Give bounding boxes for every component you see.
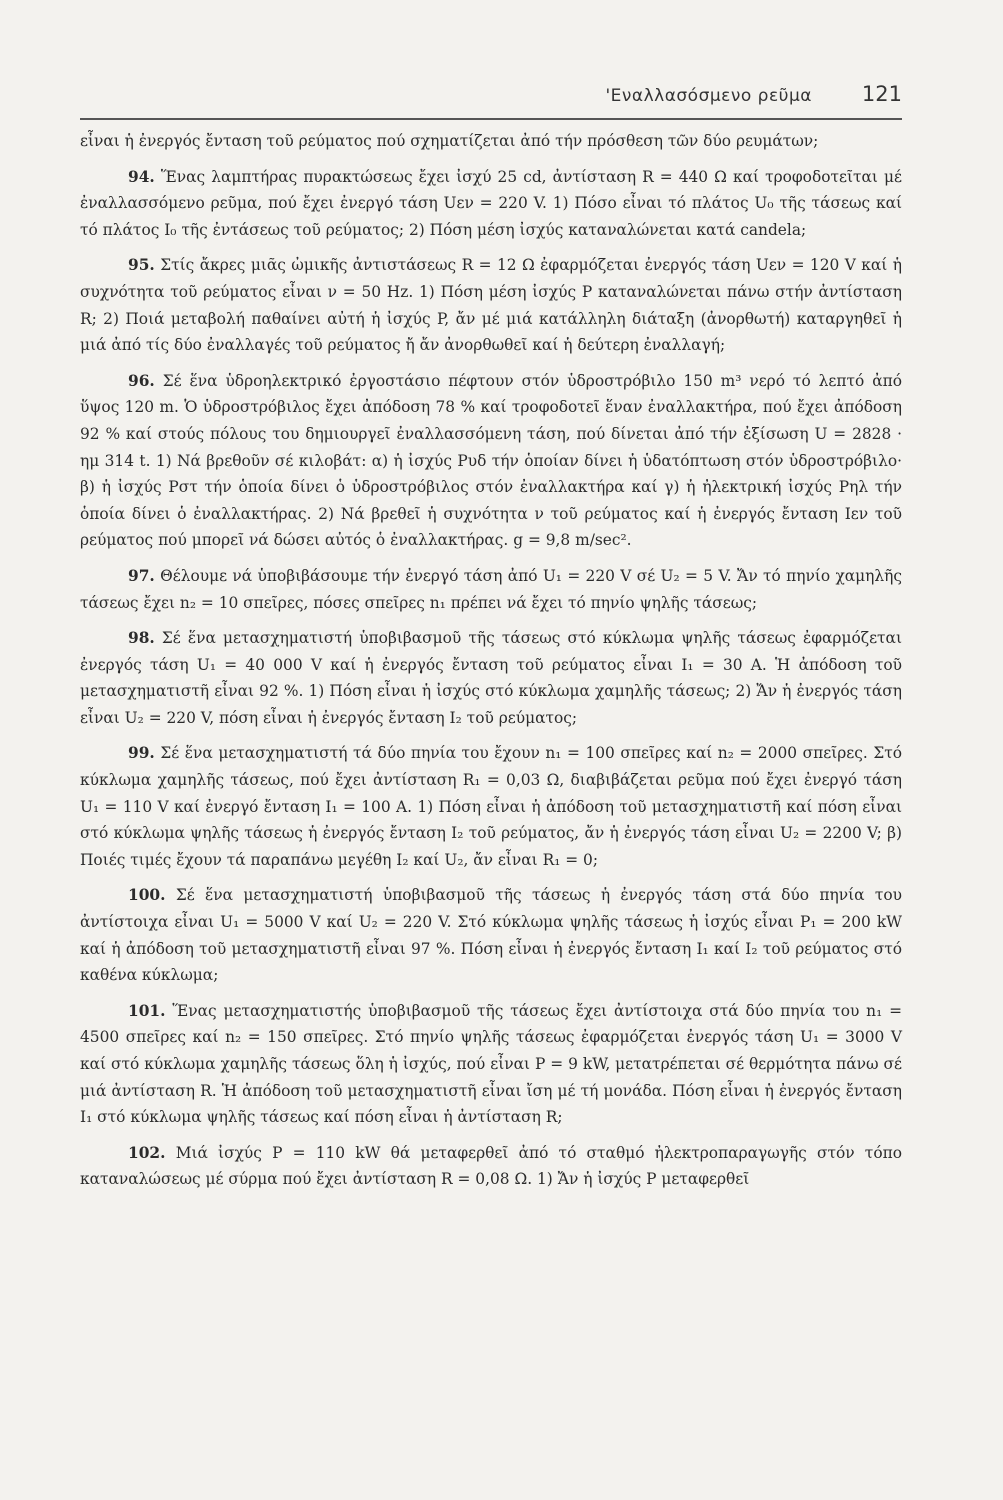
problem-text: Σέ ἕνα ὑδροηλεκτρικό ἐργοστάσιο πέφτουν στόν ὑδροστρόβιλο 150 m³ νερό τό λεπτό ἀπό ὕψος 120 m. Ὁ ὑδροστρόβιλος ἔχει ἀπόδοση 78 % καί τροφοδοτεῖ ἕναν ἐναλλακτήρα, πού ἔχει ἀπόδοση 92 % καί στούς πόλους του δημιουργεῖ ἐναλλασσόμενη τάση, πού δίνεται ἀπό τήν ἐξίσωση U = 2828 · ημ 314 t. 1) Νά βρεθοῦν σέ κιλοβάτ: α) ἡ ἰσχύς Pυδ τήν ὁποίαν δίνει ἡ ὑδατόπτωση στόν ὑδροστρόβιλο· β) ἡ ἰσχύς Pστ τήν ὁποία δίνει ὁ ὑδροστρόβιλος στόν ἐναλλακτήρα καί γ) ἡ ἠλεκτρική ἰσχύς Pηλ τήν ὁποία δίνει ὁ ἐναλλακτήρας. 2) Νά βρεθεῖ ἡ συχνότητα ν τοῦ ρεύματος καί ἡ ἐνεργός ἔνταση Iεν τοῦ ρεύματος πού μπορεῖ νά δώσει αὐτός ὁ ἐναλλακτήρας. g = 9,8 m/sec². (80, 371, 902, 550)
problem-text: Μιά ἰσχύς P = 110 kW θά μεταφερθεῖ ἀπό τό σταθμό ἠλεκτροπαραγωγῆς στόν τόπο καταναλώσεως μέ σύρμα πού ἔχει ἀντίσταση R = 0,08 Ω. 1) Ἄν ἡ ἰσχύς P μεταφερθεῖ (80, 1143, 902, 1189)
problem-number: 100. (128, 886, 166, 905)
page-number: 121 (861, 82, 902, 106)
body-text (80, 128, 902, 1202)
problem-text: Στίς ἄκρες μιᾶς ὠμικῆς ἀντιστάσεως R = 12 Ω ἐφαρμόζεται ἐνεργός τάση Uεν = 120 V καί ἡ συχνότητα τοῦ ρεύματος εἶναι ν = 50 Hz. 1) Πόση μέση ἰσχύς P καταναλώνεται πάνω στήν ἀντίσταση R; 2) Ποιά μεταβολή παθαίνει αὐτή ἡ ἰσχύς P, ἄν μέ μιά κατάλληλη διάταξη (ἀνορθωτή) καταργηθεῖ ἡ μιά ἀπό τίς δύο ἐναλλαγές τοῦ ρεύματος ἤ ἄν ἀνορθωθεῖ καί ἡ δεύτερη ἐναλλαγή; (80, 256, 902, 355)
problem-101 (80, 998, 902, 1131)
problem-number: 96. (128, 371, 155, 390)
problem-100 (80, 882, 902, 988)
problem-number: 99. (128, 744, 155, 763)
page-header (80, 78, 902, 120)
problem-number: 98. (128, 629, 155, 648)
paragraph-text: εἶναι ἡ ἐνεργός ἔνταση τοῦ ρεύματος πού σχηματίζεται ἀπό τήν πρόσθεση τῶν δύο ρευμάτων; (80, 132, 819, 150)
problem-text: Σέ ἕνα μετασχηματιστή ὑποβιβασμοῦ τῆς τάσεως στό κύκλωμα ψηλῆς τάσεως ἐφαρμόζεται ἐνεργός τάση U₁ = 40 000 V καί ἡ ἐνεργός ἔνταση τοῦ ρεύματος εἶναι I₁ = 30 A. Ἡ ἀπόδοση τοῦ μετασχηματιστῆ εἶναι 92 %. 1) Πόση εἶναι ἡ ἰσχύς στό κύκλωμα χαμηλῆς τάσεως; 2) Ἄν ἡ ἐνεργός τάση εἶναι U₂ = 220 V, πόση εἶναι ἡ ἐνεργός ἔνταση I₂ τοῦ ρεύματος; (80, 629, 902, 727)
problem-text: Σέ ἕνα μετασχηματιστή τά δύο πηνία του ἔχουν n₁ = 100 σπεῖρες καί n₂ = 2000 σπεῖρες. Στό κύκλωμα χαμηλῆς τάσεως, πού ἔχει ἀντίσταση R₁ = 0,03 Ω, διαβιβάζεται ρεῦμα πού ἔχει ἐνεργό τάση U₁ = 110 V καί ἐνεργό ἔνταση I₁ = 100 A. 1) Πόση εἶναι ἡ ἀπόδοση τοῦ μετασχηματιστῆ καί πόση εἶναι στό κύκλωμα ψηλῆς τάσεως ἡ ἐνεργός ἔνταση I₂ τοῦ ρεύματος, ἄν ἡ ἐνεργός τάση εἶναι U₂ = 2200 V; β) Ποιές τιμές ἔχουν τά παραπάνω μεγέθη I₂ καί U₂, ἄν εἶναι R₁ = 0; (80, 744, 902, 869)
running-title: 'Εναλλασόσμενο ρεῦμα (605, 86, 812, 106)
problem-95 (80, 252, 902, 358)
problem-96 (80, 368, 902, 554)
problem-number: 102. (128, 1143, 166, 1162)
problem-102 (80, 1140, 902, 1193)
problem-99 (80, 740, 902, 873)
problem-text: Ἕνας λαμπτήρας πυρακτώσεως ἔχει ἰσχύ 25 cd, ἀντίσταση R = 440 Ω καί τροφοδοτεῖται μέ ἐναλλασσόμενο ρεῦμα, πού ἔχει ἐνεργό τάση Uεν = 220 V. 1) Πόσο εἶναι τό πλάτος U₀ τῆς τάσεως καί τό πλάτος I₀ τῆς ἐντάσεως τοῦ ρεύματος; 2) Πόση μέση ἰσχύς καταναλώνεται κατά candela; (80, 167, 902, 239)
problem-number: 94. (128, 167, 155, 186)
problem-97 (80, 563, 902, 616)
problem-number: 97. (128, 566, 155, 585)
paragraph-continuation (80, 128, 902, 155)
problem-text: Ἕνας μετασχηματιστής ὑποβιβασμοῦ τῆς τάσεως ἔχει ἀντίστοιχα στά δύο πηνία του n₁ = 4500 σπεῖρες καί n₂ = 150 σπεῖρες. Στό πηνίο ψηλῆς τάσεως ἐφαρμόζεται ἐνεργός τάση U₁ = 3000 V καί στό κύκλωμα χαμηλῆς τάσεως ὅλη ἡ ἰσχύς, πού εἶναι P = 9 kW, μετατρέπεται σέ θερμότητα πάνω σέ μιά ἀντίσταση R. Ἡ ἀπόδοση τοῦ μετασχηματιστῆ εἶναι ἴση μέ τή μονάδα. Πόση εἶναι ἡ ἐνεργός ἔνταση I₁ στό κύκλωμα ψηλῆς τάσεως καί πόση εἶναι ἡ ἀντίσταση R; (80, 1001, 902, 1127)
problem-text: Θέλουμε νά ὑποβιβάσουμε τήν ἐνεργό τάση ἀπό U₁ = 220 V σέ U₂ = 5 V. Ἄν τό πηνίο χαμηλῆς τάσεως ἔχει n₂ = 10 σπεῖρες, πόσες σπεῖρες n₁ πρέπει νά ἔχει τό πηνίο ψηλῆς τάσεως; (80, 566, 902, 612)
problem-98 (80, 625, 902, 731)
problem-number: 95. (128, 256, 155, 275)
problem-text: Σέ ἕνα μετασχηματιστή ὑποβιβασμοῦ τῆς τάσεως ἡ ἐνεργός τάση στά δύο πηνία του ἀντίστοιχα εἶναι U₁ = 5000 V καί U₂ = 220 V. Στό κύκλωμα ψηλῆς τάσεως ἡ ἰσχύς εἶναι P₁ = 200 kW καί ἡ ἀπόδοση τοῦ μετασχηματιστῆ εἶναι 97 %. Πόση εἶναι ἡ ἐνεργός ἔνταση I₁ καί I₂ τοῦ ρεύματος στό καθένα κύκλωμα; (80, 886, 902, 985)
problem-94 (80, 164, 902, 244)
problem-number: 101. (128, 1001, 166, 1020)
